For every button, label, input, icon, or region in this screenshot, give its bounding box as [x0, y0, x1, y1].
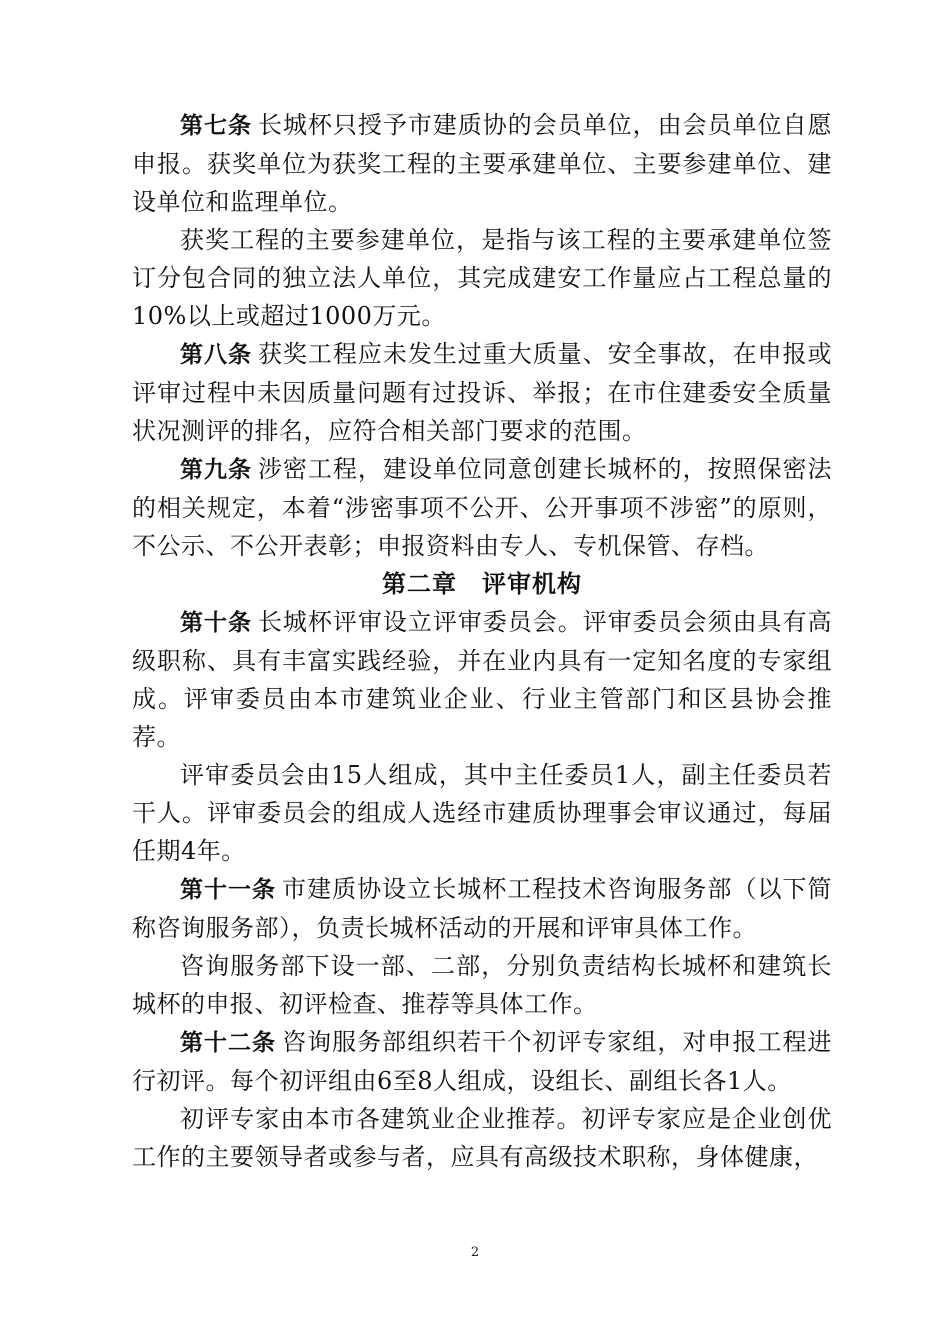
paragraph-article-10: [132, 603, 832, 756]
paragraph-text: 获奖工程的主要参建单位，是指与该工程的主要承建单位签订分包合同的独立法人单位，其完成建安工作量应占工程总量的10%以上或超过1000万元。: [132, 226, 832, 330]
paragraph-article-11: [132, 870, 832, 947]
article-heading: 第七条: [180, 113, 252, 139]
paragraph-text: 咨询服务部下设一部、二部，分别负责结构长城杯和建筑长城杯的申报、初评检查、推荐等具体工作。: [132, 952, 832, 1018]
paragraph-text: 评审委员会由15人组成，其中主任委员1人，副主任委员若干人。评审委员会的组成人选经市建质协理事会审议通过，每届任期4年。: [132, 761, 832, 865]
paragraph-article-7: [132, 106, 832, 221]
paragraph-article-12: [132, 1023, 832, 1100]
paragraph-text: 初评专家由本市各建筑业企业推荐。初评专家应是企业创优工作的主要领导者或参与者，应具有高级技术职称，身体健康，: [132, 1105, 832, 1171]
paragraph-text: 长城杯评审设立评审委员会。评审委员会须由具有高级职称、具有丰富实践经验，并在业内具有一定知名度的专家组成。评审委员由本市建筑业企业、行业主管部门和区县协会推荐。: [132, 608, 833, 751]
paragraph-article-7-continued: [132, 221, 832, 335]
chapter-heading: 第二章 评审机构: [382, 570, 582, 598]
paragraph-article-12-continued: [132, 1100, 832, 1176]
article-heading: 第九条: [180, 457, 252, 483]
article-heading: 第八条: [180, 342, 252, 368]
page-number: 2: [470, 1245, 480, 1260]
article-heading: 第十条: [180, 610, 252, 636]
article-heading: 第十一条: [180, 877, 277, 903]
paragraph-text: 涉密工程，建设单位同意创建长城杯的，按照保密法的相关规定，本着“涉密事项不公开、公开事项不涉密”的原则，不公示、不公开表彰；申报资料由专人、专机保管、存档。: [132, 455, 833, 560]
paragraph-text: 长城杯只授予市建质协的会员单位，由会员单位自愿申报。获奖单位为获奖工程的主要承建单位、主要参建单位、建设单位和监理单位。: [132, 111, 833, 216]
paragraph-article-8: [132, 335, 832, 450]
paragraph-text: 咨询服务部组织若干个初评专家组，对申报工程进行初评。每个初评组由6至8人组成，设组长、副组长各1人。: [132, 1028, 833, 1095]
paragraph-article-11-continued: [132, 947, 832, 1023]
paragraph-article-9: [132, 450, 832, 565]
paragraph-article-10-continued: [132, 756, 832, 870]
document-body: [132, 106, 832, 1176]
article-heading: 第十二条: [180, 1030, 277, 1056]
paragraph-text: 获奖工程应未发生过重大质量、安全事故，在申报或评审过程中未因质量问题有过投诉、举报；在市住建委安全质量状况测评的排名，应符合相关部门要求的范围。: [132, 340, 833, 445]
paragraph-text: 市建质协设立长城杯工程技术咨询服务部（以下简称咨询服务部），负责长城杯活动的开展和评审具体工作。: [132, 875, 833, 942]
